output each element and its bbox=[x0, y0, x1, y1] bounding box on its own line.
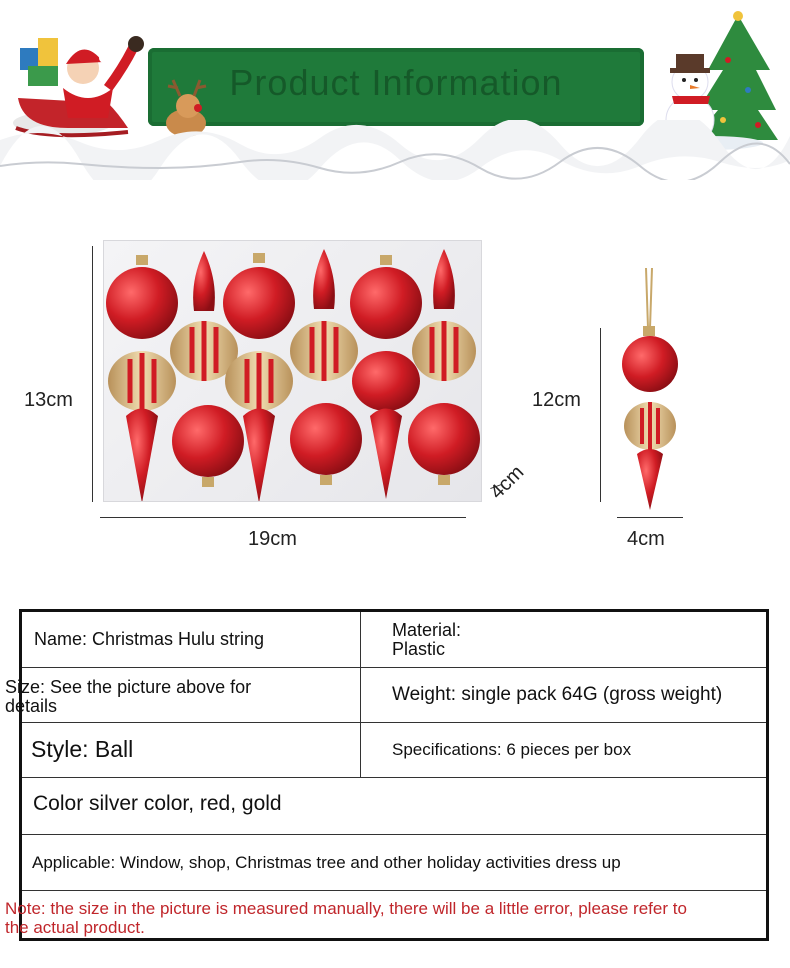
single-height-label: 12cm bbox=[532, 389, 581, 411]
spec-cell-material bbox=[361, 612, 766, 667]
spec-size-line2: details bbox=[5, 696, 58, 716]
spec-weight: Weight: single pack 64G (gross weight) bbox=[392, 684, 723, 705]
spec-cell-style bbox=[22, 723, 361, 777]
spec-row-style-specs bbox=[22, 723, 766, 778]
spec-style: Style: Ball bbox=[31, 736, 134, 762]
spec-cell-name bbox=[22, 612, 361, 667]
box-width-line bbox=[100, 517, 466, 518]
spec-row-color bbox=[22, 778, 766, 835]
spec-cell-weight bbox=[361, 668, 766, 722]
spec-material-value: Plastic bbox=[392, 639, 446, 659]
spec-specifications: Specifications: 6 pieces per box bbox=[392, 740, 632, 759]
spec-row-name-material bbox=[22, 612, 766, 668]
banner-green-board bbox=[148, 48, 644, 126]
single-width-line bbox=[617, 517, 683, 518]
single-ornament-icon bbox=[615, 268, 685, 513]
banner-title: Product Information bbox=[229, 62, 563, 103]
six-ornaments-icon bbox=[104, 241, 481, 501]
spec-table bbox=[19, 609, 769, 941]
box-height-label: 13cm bbox=[24, 389, 73, 411]
spec-material-label: Material: bbox=[392, 620, 462, 640]
spec-note-line2: the actual product. bbox=[5, 918, 145, 937]
spec-cell-specifications bbox=[361, 723, 766, 777]
spec-name: Name: Christmas Hulu string bbox=[34, 629, 265, 649]
spec-applicable: Applicable: Window, shop, Christmas tree and other holiday activities dress up bbox=[32, 853, 621, 872]
spec-row-applicable bbox=[22, 835, 766, 891]
spec-size-line1: Size: See the picture above for bbox=[5, 677, 252, 697]
spec-note-line1: Note: the size in the picture is measured manually, there will be a little error, please refer to bbox=[5, 899, 687, 918]
christmas-banner bbox=[0, 0, 790, 185]
single-height-line bbox=[600, 328, 601, 502]
snow-edge bbox=[0, 120, 790, 180]
box-width-label: 19cm bbox=[248, 528, 297, 550]
product-box-image bbox=[103, 240, 482, 502]
spec-color: Color silver color, red, gold bbox=[33, 792, 282, 815]
single-width-label: 4cm bbox=[627, 528, 665, 550]
box-height-line bbox=[92, 246, 93, 502]
box-depth-label: 4cm bbox=[486, 461, 529, 504]
